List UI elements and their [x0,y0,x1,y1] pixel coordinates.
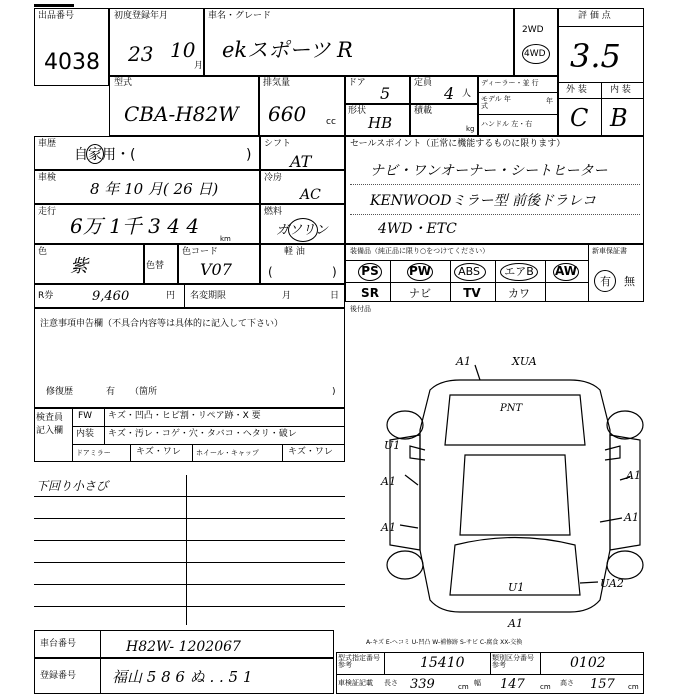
mark-left-u1: U1 [384,439,401,452]
check-row-3-a: ドアミラー [76,449,111,457]
fuel-label: 燃料 [264,207,283,217]
plate-value: 福山 5 8 6 ぬ . . 5 1 [112,668,253,686]
name-change-day: 日 [330,291,340,301]
mark-front-a1: A1 [456,355,471,368]
ac-label: 冷房 [264,173,283,183]
kg-unit: kg [466,125,475,133]
equip-leather: カワ [508,287,530,300]
diagram-legend: A-キズ E-ヘコミ U-凹凸 W-補修跡 S-サビ C-腐食 XX-交換 [366,639,523,646]
width-unit: cm [540,683,551,691]
history-circle [86,144,104,164]
light-oil-close: ) [332,265,337,279]
exterior-label: 外 装 [566,85,587,95]
fuel-value: ガソリン [276,223,329,238]
history-value: 自家用・( [74,147,136,163]
reg-year: 23 [128,42,154,66]
category-value: 0102 [570,655,606,671]
inspector-label: 検査員 記入欄 [36,413,64,436]
warranty-label: 新車保証書 [592,247,627,255]
equip-airbag: エアB [504,265,534,278]
mark-hood-pnt: PNT [500,403,523,414]
displacement-value: 660 [268,102,307,126]
handwritten-note: 下回り小さび [36,479,109,493]
sales-line-1: ナビ・ワンオーナー・シートヒーター [370,163,608,179]
km-unit: km [220,235,231,243]
equip-sr: SR [361,286,379,300]
color-label: 色 [38,247,48,257]
color-box [34,244,144,284]
plate-label: 登録番号 [40,671,77,681]
color-change-label: 色替 [146,261,165,271]
length-unit: cm [458,683,469,691]
equip-label: 装備品（純正品に限り○をつけてください） [350,247,490,255]
check-row-1-head: FW [78,411,93,421]
history-box [34,136,260,170]
check-row-3-d: キズ・ワレ [288,447,333,457]
check-row-2: キズ・汚レ・コゲ・穴・タバコ・ヘタリ・破レ [108,429,297,439]
repair-place: （箇所 [130,387,158,397]
equip-navi: ナビ [409,287,431,300]
cc-unit: cc [326,117,336,127]
check-row-2-head: 内装 [76,429,95,439]
mark-left-a1-2: A1 [381,521,396,534]
reg-month: 10 [170,38,196,62]
handle-label: ハンドル 左・右 [481,120,533,128]
length-value: 339 [410,677,435,692]
repair-close: ) [332,387,336,397]
model-year-label: モデル 年式 [481,95,511,110]
color-value: 紫 [70,256,88,277]
top-bar [34,4,74,7]
sales-line-3: 4WD・ETC [378,221,457,237]
load-label: 積載 [414,106,433,116]
interior-grade: B [610,104,628,132]
mark-rear-ua2: UA2 [600,577,624,590]
mark-rear-a1: A1 [508,617,523,630]
equip-tv: TV [463,286,481,300]
check-row-3-b: キズ・ワレ [136,447,181,457]
interior-label: 内 装 [610,85,631,95]
sales-line-2: KENWOODミラー型 前後ドラレコ [370,193,596,209]
yen-unit: 円 [166,291,176,301]
lot-number: 4038 [44,50,100,75]
size-label: 車検証記載 [338,679,373,687]
history-close: ) [246,147,252,163]
reference-value: 15410 [420,655,465,671]
height-value: 157 [590,677,615,692]
shaken-label: 車検 [38,173,57,183]
category-label: 類別区分番号 参考 [492,654,534,669]
capacity-unit: 人 [462,89,472,99]
mark-right-a1-1: A1 [626,469,641,482]
mark-rear-u1: U1 [508,581,525,594]
door-value: 5 [380,84,391,103]
name-change-month: 月 [282,291,292,301]
model-label: 車名・グレード [208,11,272,21]
month-unit: 月 [194,61,204,71]
width-label: 幅 [474,679,481,687]
shaken-value: 8 年 10 月( 26 日) [90,180,219,198]
sales-label: セールスポイント（正常に機能するものに限ります） [350,139,566,149]
displacement-label: 排気量 [263,78,291,88]
warranty-no: 無 [624,275,635,288]
lot-label: 出品番号 [38,11,75,21]
shift-label: シフト [264,139,292,149]
color-code-label: 色コード [182,247,219,257]
reference-label: 型式指定番号 参考 [338,654,380,669]
body-value: HB [368,114,393,132]
equip-aw: AW [555,264,577,278]
fuel-circle [288,218,318,242]
score-label: 評 価 点 [578,11,611,21]
capacity-value: 4 [444,84,455,103]
aftermarket-label: 後付品 [350,305,371,313]
history-label: 車歴 [38,139,57,149]
ac-value: AC [300,187,321,203]
score-value: 3.5 [570,37,621,75]
dealer-label: ディーラー・並 行 [481,79,539,87]
height-unit: cm [628,683,639,691]
color-code-value: V07 [200,260,232,279]
shift-value: AT [290,152,312,171]
type-label: 型式 [114,78,133,88]
name-change-label: 名変期限 [190,291,227,301]
drive-4wd: 4WD [524,49,546,59]
mileage-label: 走行 [38,207,57,217]
mark-right-a1-2: A1 [624,511,639,524]
mark-left-a1-1: A1 [381,475,396,488]
height-label: 高さ [560,679,574,687]
model-name: ekスポーツ R [222,38,353,62]
capacity-label: 定員 [414,78,433,88]
check-row-1: キズ・凹凸・ヒビ割・リペア跡・X 要 [108,411,261,421]
type-value: CBA-H82W [124,102,239,126]
width-value: 147 [500,677,525,692]
repair-label: 修復歴 [46,387,74,397]
equip-pw: PW [409,264,432,278]
length-label: 長さ [384,679,398,687]
warranty-circle [594,270,616,292]
check-row-3-c: ホイール・キャップ [196,449,259,457]
chassis-value: H82W- 1202067 [126,639,241,655]
recycle-label: R券 [38,291,54,301]
equip-ps: PS [361,264,379,278]
equip-abs: ABS [458,265,480,278]
warranty-yes: 有 [600,275,611,288]
body-label: 形状 [348,106,367,116]
exterior-grade: C [570,104,589,132]
reg-label: 初度登録年月 [114,11,169,21]
chassis-label: 車台番号 [40,639,77,649]
recycle-value: 9,460 [92,289,130,304]
mileage-value: 6万 1千 3 4 4 [70,214,200,238]
drive-2wd: 2WD [522,25,544,35]
mark-front-xua: XUA [512,355,537,368]
caution-label: 注意事項申告欄（不具合内容等は具体的に記入して下さい） [40,319,284,329]
light-oil-label: 軽 油 [284,247,305,257]
light-oil-open: ( [268,265,273,279]
drive-box [514,8,558,76]
repair-value: 有 [106,387,116,397]
door-label: ドア [348,78,366,88]
year-unit: 年 [546,97,553,105]
